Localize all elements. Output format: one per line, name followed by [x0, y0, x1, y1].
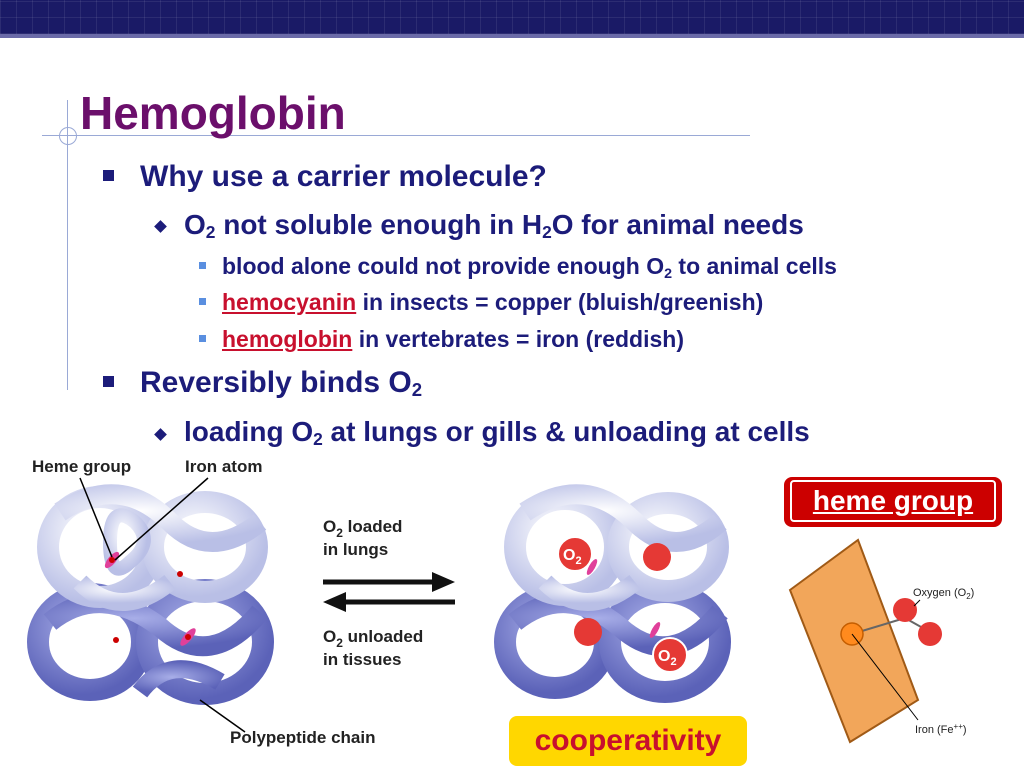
o2-marker-bottom	[653, 638, 687, 672]
decor-crosshair	[59, 127, 77, 145]
bullet-hemoglobin: hemoglobin in vertebrates = iron (reddish)	[222, 326, 684, 352]
bullet-diamond-icon	[154, 220, 167, 233]
in-lungs-label: in lungs	[323, 540, 389, 559]
heme-group-callout: heme group	[784, 477, 1002, 527]
slide-title: Hemoglobin	[80, 87, 346, 139]
bullet-solubility: $O_2$ not soluble enough in $H_2O$ for animal needs	[184, 209, 804, 242]
oxygen-atom-icon	[918, 622, 942, 646]
protein-structure-right	[505, 494, 720, 692]
reverse-arrow-icon	[323, 592, 455, 612]
svg-text:O2: $O_2$	[658, 648, 677, 668]
o2-unloaded-label: $O_2$ unloaded	[323, 627, 424, 650]
cooperativity-callout: cooperativity	[509, 716, 747, 766]
bullet-square-icon	[103, 170, 114, 181]
oxygen-label: Oxygen $(O_2)$	[913, 587, 975, 601]
protein-structure-left	[38, 494, 263, 694]
bullet-diamond-icon	[154, 428, 167, 441]
in-tissues-label: in tissues	[323, 650, 402, 669]
iron-label: Iron (Fe++)	[915, 722, 967, 736]
o2-loaded-label: $O_2$ loaded	[323, 517, 403, 540]
bullet-blood-alone: blood alone could not provide enough $O_2$ to animal cells	[222, 253, 837, 282]
header-divider	[0, 34, 1024, 38]
heme-group-label: Heme group	[32, 457, 132, 476]
bullet-reversibly-binds: Reversibly binds $O_2$	[140, 366, 423, 400]
heme-group-diagram	[780, 530, 1020, 745]
bullet-square-icon	[103, 376, 114, 387]
bullet-carrier: Why use a carrier molecule?	[140, 160, 547, 193]
bullet-small-square-icon	[199, 262, 206, 269]
forward-arrow-icon	[323, 572, 455, 592]
bullet-small-square-icon	[199, 298, 206, 305]
svg-text:O2: $O_2$	[563, 547, 582, 567]
polypeptide-chain-label: Polypeptide chain	[230, 728, 376, 747]
bullet-small-square-icon	[199, 335, 206, 342]
oxygen-atom-icon	[893, 598, 917, 622]
bullet-hemocyanin: hemocyanin in insects = copper (bluish/greenish)	[222, 289, 764, 315]
iron-atom-label: Iron atom	[185, 457, 263, 476]
header-bar	[0, 0, 1024, 34]
bullet-loading: loading $O_2$ at lungs or gills & unloading at cells	[184, 416, 810, 449]
o2-marker-top	[558, 537, 592, 571]
